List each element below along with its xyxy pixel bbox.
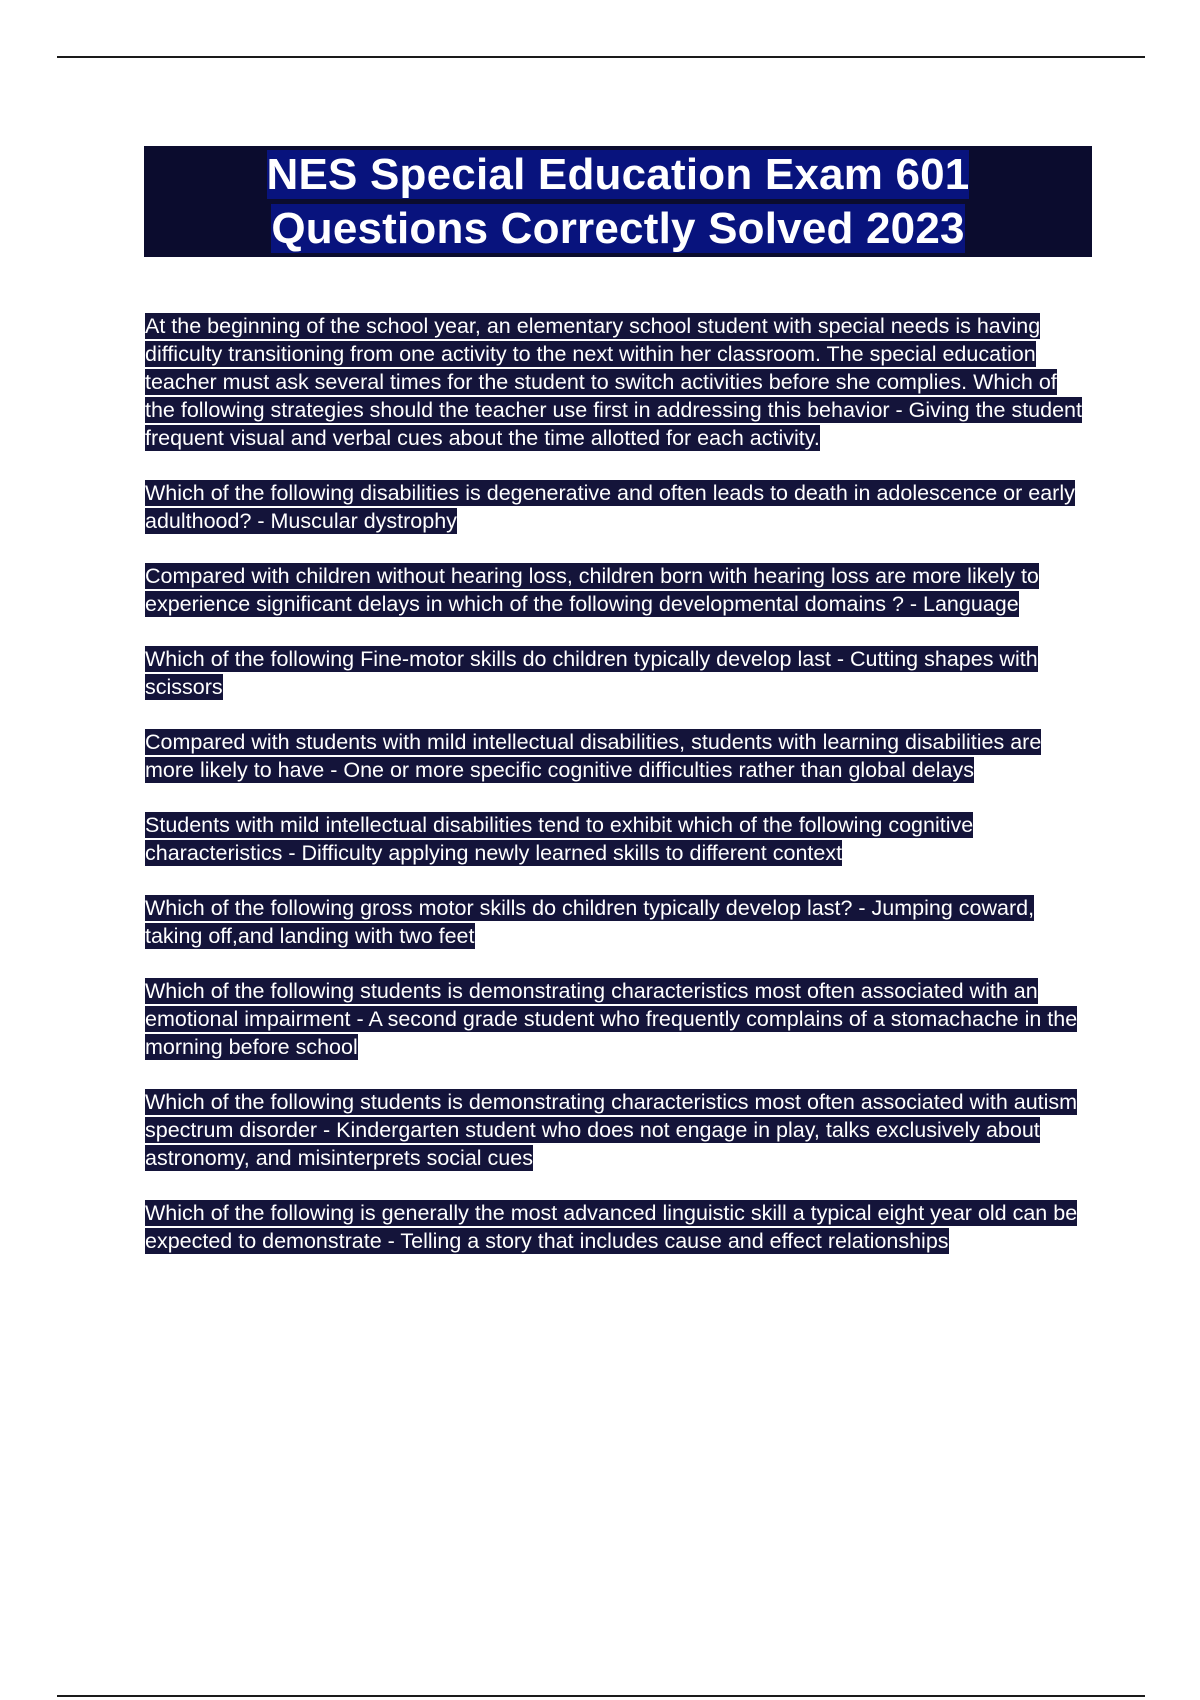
question-text: Compared with children without hearing loss, children born with hearing loss are more likely to experience significant delays in which of the following developmental domains ? - Language [145,564,1039,616]
title-line-2: Questions Correctly Solved 2023 [271,204,965,253]
question-text: Compared with students with mild intellectual disabilities, students with learning disabilities are more likely to have - One or more specific cognitive difficulties rather than global delays [145,730,1042,782]
question-item [145,1088,1090,1172]
title-line-1: NES Special Education Exam 601 [266,150,970,199]
question-text: Which of the following students is demonstrating characteristics most often associated with an emotional impairment - A second grade student who frequently complains of a stomachache in the morning before school [145,979,1078,1059]
bottom-rule [57,1695,1145,1697]
question-item [145,1199,1090,1255]
question-text: At the beginning of the school year, an elementary school student with special needs is having difficulty transitioning from one activity to the next within her classroom. The special education teacher must ask several times for the student to switch activities before she complies. Which of the following strategies should the teacher use first in addressing this behavior - Giving the student frequent visual and verbal cues about the time allotted for each activity. [145,314,1082,450]
question-item [145,479,1090,535]
question-item [145,894,1090,950]
question-item [145,811,1090,867]
question-text: Which of the following Fine-motor skills do children typically develop last - Cutting shapes with scissors [145,647,1038,699]
question-item [145,312,1090,452]
question-text: Which of the following is generally the most advanced linguistic skill a typical eight year old can be expected to demonstrate - Telling a story that includes cause and effect relationships [145,1201,1078,1253]
question-text: Students with mild intellectual disabilities tend to exhibit which of the following cognitive characteristics - Difficulty applying newly learned skills to different context [145,813,974,865]
question-text: Which of the following students is demonstrating characteristics most often associated with autism spectrum disorder - Kindergarten student who does not engage in play, talks exclusively about astronomy, and misinterprets social cues [145,1090,1078,1170]
question-item [145,645,1090,701]
question-text: Which of the following disabilities is degenerative and often leads to death in adolescence or early adulthood? - Muscular dystrophy [145,481,1075,533]
top-rule [57,56,1145,58]
question-item [145,728,1090,784]
title-banner [144,146,1092,257]
question-list [145,312,1090,1282]
question-item [145,562,1090,618]
question-item [145,977,1090,1061]
question-text: Which of the following gross motor skills do children typically develop last? - Jumping coward, taking off,and landing with two feet [145,896,1035,948]
